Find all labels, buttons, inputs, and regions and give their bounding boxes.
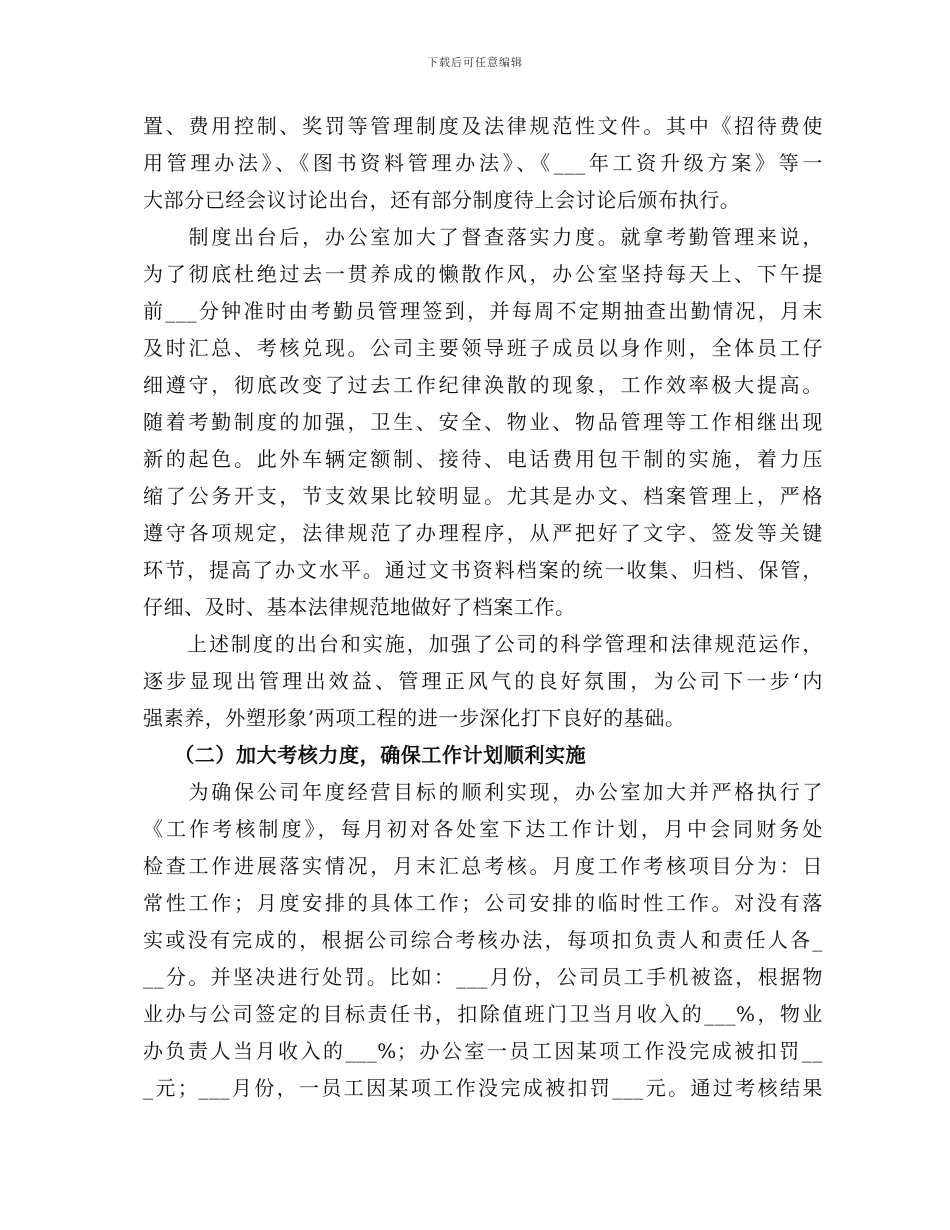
text-line: 业办与公司签定的目标责任书，扣除值班门卫当月收入的___%，物业 [143, 1002, 823, 1026]
text-line: 大部分已经会议讨论出台，还有部分制度待上会讨论后颁布执行。 [143, 188, 741, 212]
text-line: 上述制度的出台和实施，加强了公司的科学管理和法律规范运作， [143, 632, 823, 656]
text-line: 《工作考核制度》，每月初对各处室下达工作计划，月中会同财务处 [143, 817, 823, 841]
text-line: __分。并坚决进行处罚。比如：___月份，公司员工手机被盗，根据物 [143, 965, 823, 989]
text-line: 制度出台后，办公室加大了督查落实力度。就拿考勤管理来说， [143, 225, 823, 249]
text-line: 遵守各项规定，法律规范了办理程序，从严把好了文字、签发等关键 [143, 521, 823, 545]
text-line: 办负责人当月收入的___%；办公室一员工因某项工作没完成被扣罚__ [143, 1039, 823, 1063]
text-line: 常性工作；月度安排的具体工作；公司安排的临时性工作。对没有落 [143, 891, 823, 915]
text-line: 检查工作进展落实情况，月末汇总考核。月度工作考核项目分为：日 [143, 854, 823, 878]
text-line: 逐步显现出管理出效益、管理正风气的良好氛围，为公司下一步‘内 [143, 669, 823, 693]
page-header: 下载后可任意编辑 [427, 56, 523, 69]
text-line: 置、费用控制、奖罚等管理制度及法律规范性文件。其中《招待费使 [143, 114, 823, 138]
text-line: 及时汇总、考核兑现。公司主要领导班子成员以身作则，全体员工仔 [143, 336, 823, 360]
document-body [143, 108, 823, 1107]
text-line: 实或没有完成的，根据公司综合考核办法，每项扣负责人和责任人各_ [143, 928, 823, 952]
text-line: 缩了公务开支，节支效果比较明显。尤其是办文、档案管理上，严格 [143, 484, 823, 508]
text-line: 为确保公司年度经营目标的顺利实现，办公室加大并严格执行了 [143, 780, 823, 804]
text-line: 前___分钟准时由考勤员管理签到，并每周不定期抽查出勤情况，月末 [143, 299, 823, 323]
text-line: 用管理办法》、《图书资料管理办法》、《___年工资升级方案》等一 [143, 151, 823, 175]
text-line: 环节，提高了办文水平。通过文书资料档案的统一收集、归档、保管， [143, 558, 823, 582]
text-line: 仔细、及时、基本法律规范地做好了档案工作。 [143, 595, 576, 619]
text-line: 强素养，外塑形象’两项工程的进一步深化打下良好的基础。 [143, 706, 686, 730]
text-line: 为了彻底杜绝过去一贯养成的懒散作风，办公室坚持每天上、下午提 [143, 262, 823, 286]
text-line: 随着考勤制度的加强，卫生、安全、物业、物品管理等工作相继出现 [143, 410, 823, 434]
text-line: 新的起色。此外车辆定额制、接待、电话费用包干制的实施，着力压 [143, 447, 823, 471]
text-line: 细遵守，彻底改变了过去工作纪律涣散的现象，工作效率极大提高。 [143, 373, 823, 397]
text-line: _元；___月份，一员工因某项工作没完成被扣罚___元。通过考核结果 [143, 1076, 823, 1100]
section-heading: （二）加大考核力度，确保工作计划顺利实施 [143, 743, 587, 767]
